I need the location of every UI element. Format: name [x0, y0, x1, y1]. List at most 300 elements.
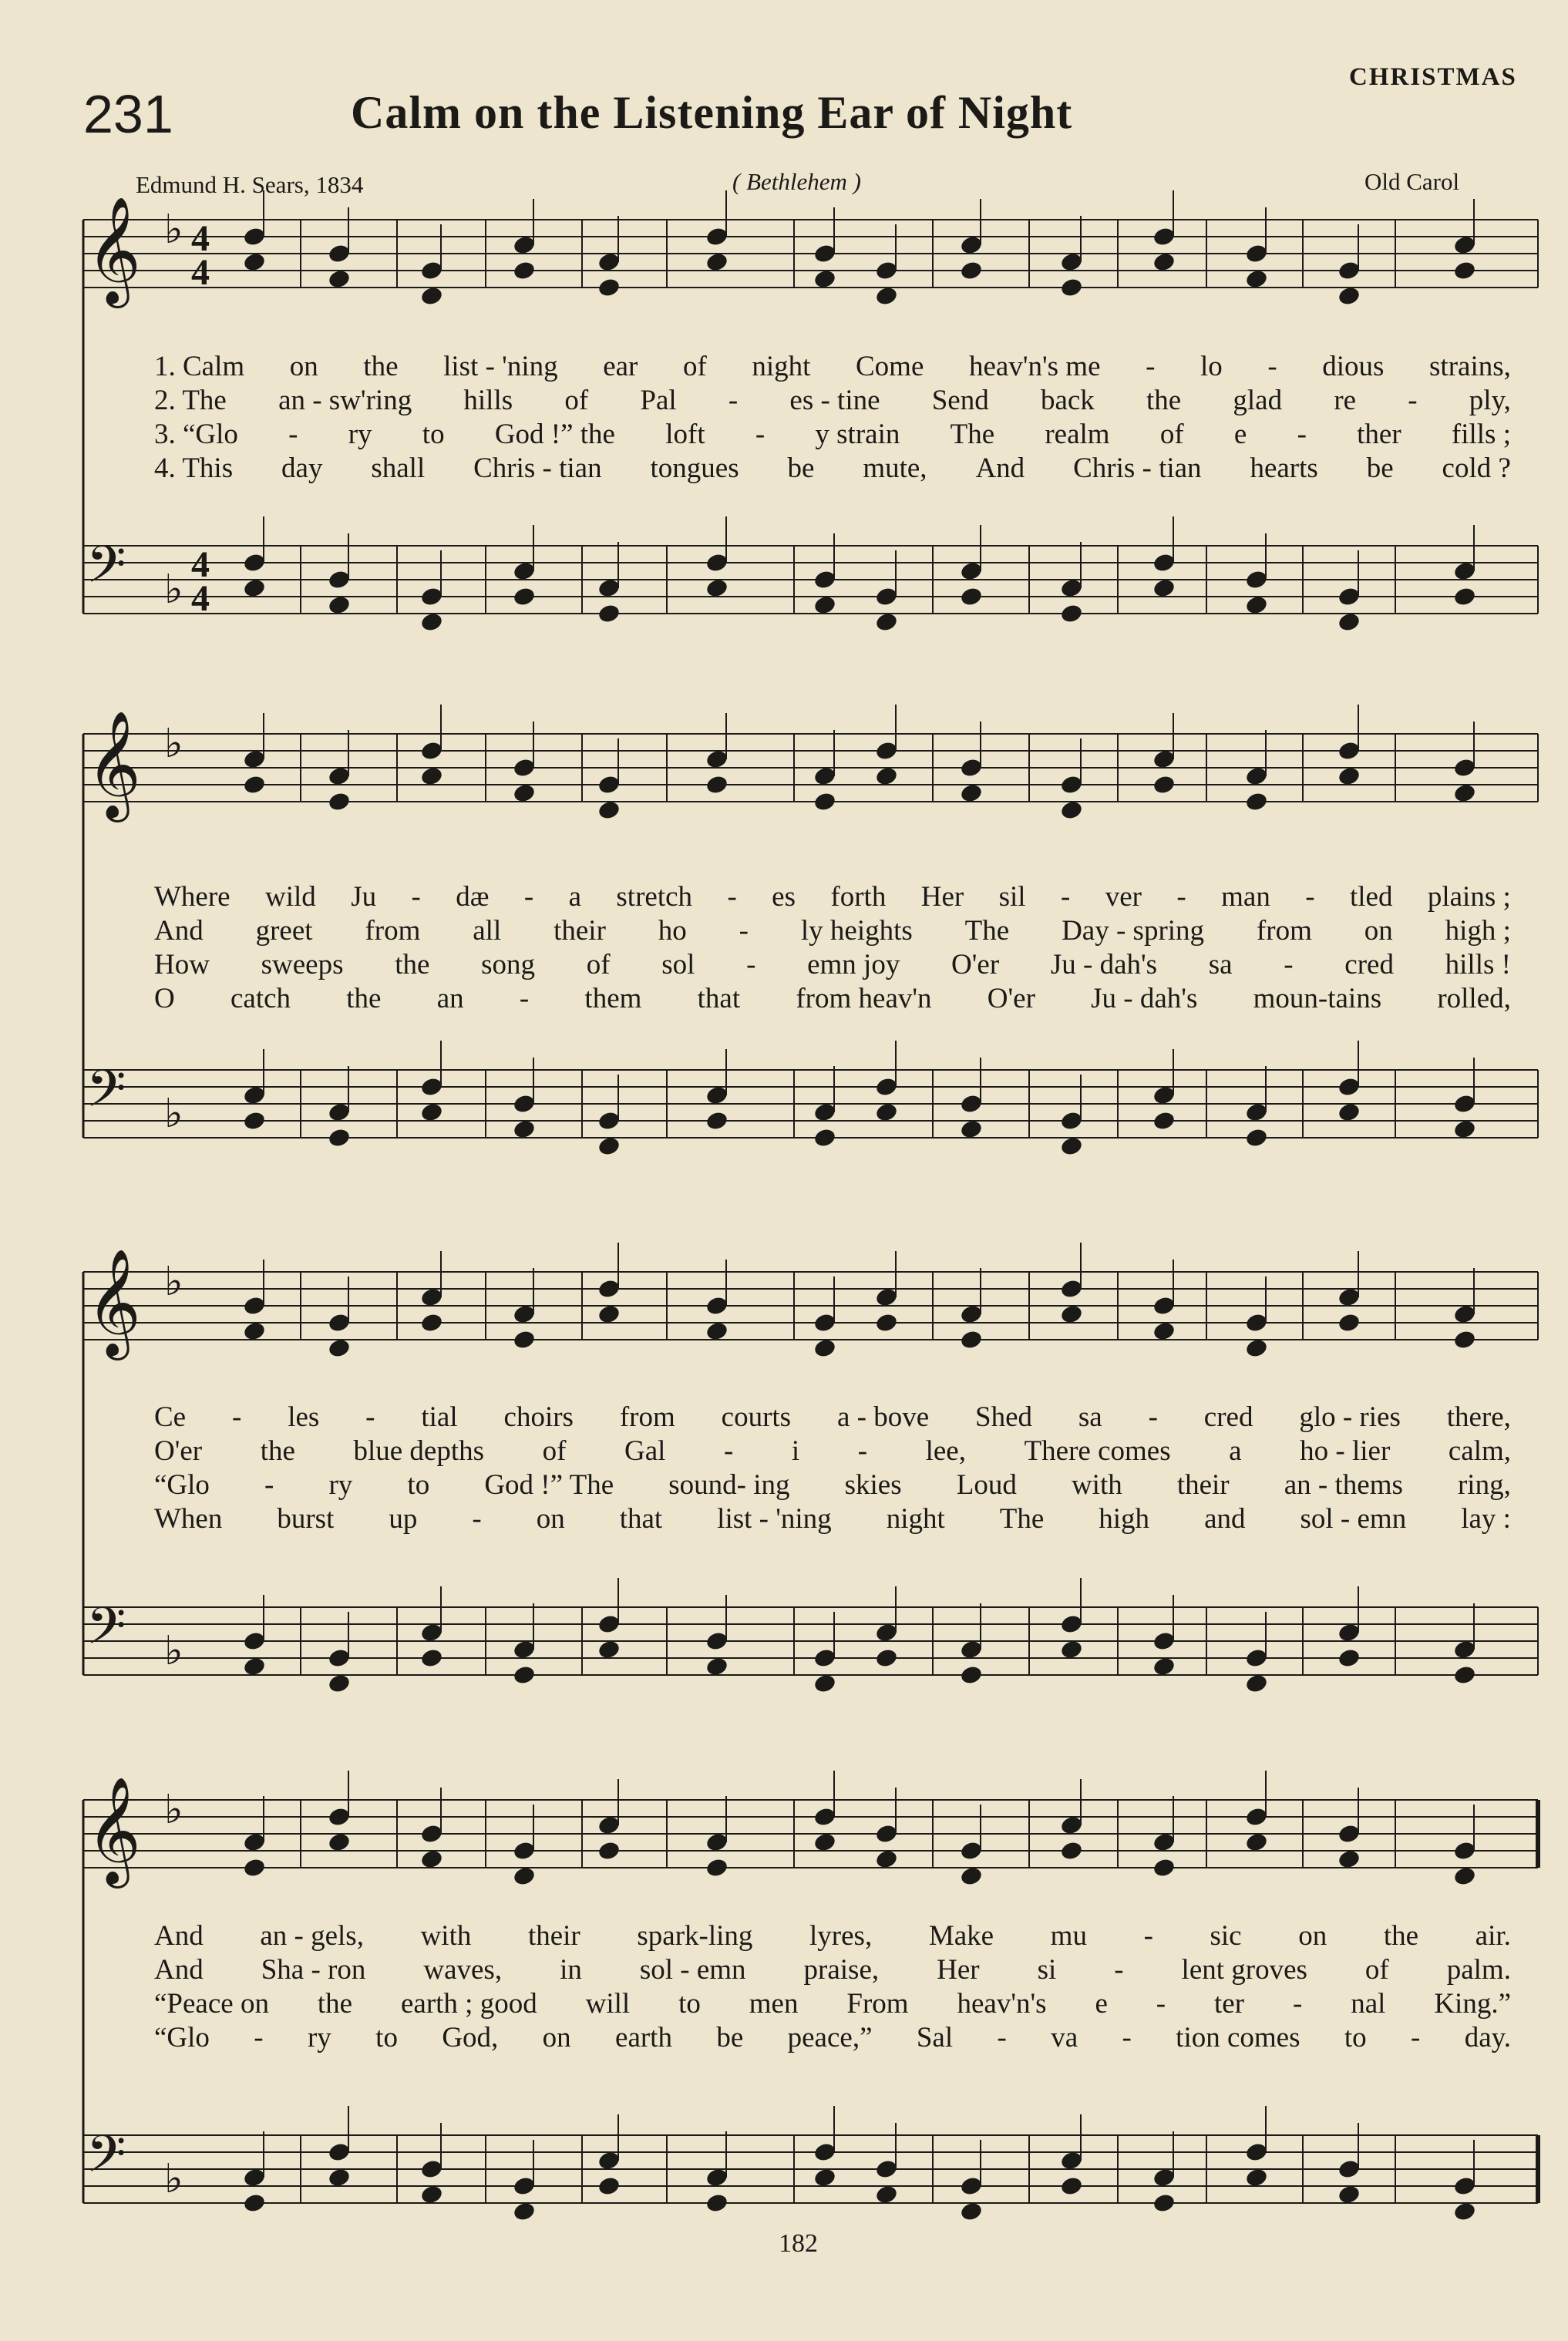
lyric-syllable: the	[1383, 1920, 1419, 1952]
lyric-syllable: lay :	[1461, 1503, 1511, 1535]
note-head	[242, 1831, 266, 1853]
lyric-syllable: of	[1159, 419, 1184, 450]
lyric-syllable: And	[154, 1920, 204, 1952]
lyric-syllable: greet	[255, 915, 313, 947]
lyric-syllable: Ju - dah's	[1050, 949, 1158, 980]
lyric-syllable: there,	[1446, 1401, 1511, 1433]
lyric-syllable: -	[727, 881, 737, 913]
lyric-syllable: ho - lier	[1300, 1435, 1391, 1467]
note-head	[1452, 2201, 1476, 2222]
lyric-syllable: glo - ries	[1299, 1401, 1401, 1433]
lyric-syllable: tion comes	[1176, 2022, 1300, 2053]
lyric-syllable: from heav'n	[796, 983, 932, 1014]
lyric-syllable: ter	[1214, 1988, 1245, 2020]
lyric-syllable: -	[1122, 2022, 1132, 2053]
lyric-syllable: Sha - ron	[261, 1954, 366, 1986]
lyric-syllable: cold ?	[1442, 452, 1511, 484]
lyric-syllable: -	[997, 2022, 1007, 2053]
lyric-syllable: 4. This	[154, 452, 234, 484]
lyric-syllable: -	[519, 983, 530, 1014]
note-head	[512, 2175, 536, 2197]
note-head	[242, 2192, 266, 2214]
lyric-syllable: les	[288, 1401, 320, 1433]
bass-clef-icon: 𝄢	[86, 1596, 126, 1668]
note-head	[1244, 2167, 1268, 2188]
note-head	[1152, 2167, 1176, 2188]
lyric-syllable: Ce	[154, 1401, 187, 1433]
verse-3-lyric-line	[154, 1987, 1511, 2021]
lyric-syllable: -	[746, 949, 756, 980]
note-head	[1059, 1840, 1083, 1862]
lyric-syllable: on	[542, 2022, 571, 2053]
lyric-syllable: -	[472, 1503, 482, 1535]
treble-clef-icon: 𝄞	[86, 197, 141, 304]
lyric-syllable: them	[584, 983, 642, 1014]
lyric-syllable: ho	[658, 915, 687, 947]
lyric-syllable: O'er	[154, 1435, 203, 1467]
lyric-syllable: of	[586, 949, 611, 980]
note-head	[1244, 1831, 1268, 1853]
lyric-syllable: of	[1364, 1954, 1389, 1986]
lyric-syllable: es	[772, 881, 796, 913]
note-head	[1059, 2175, 1083, 2197]
lyric-syllable: and	[1204, 1503, 1246, 1535]
lyric-syllable: calm,	[1448, 1435, 1511, 1467]
lyric-syllable: strains,	[1429, 351, 1511, 382]
lyric-syllable: ry	[328, 1469, 353, 1501]
bass-staff	[83, 2106, 1538, 2222]
lyric-syllable: the	[395, 949, 430, 980]
lyric-syllable: -	[1284, 949, 1294, 980]
lyric-syllable: to	[375, 2022, 398, 2053]
lyric-syllable: moun-tains	[1253, 983, 1382, 1014]
lyric-syllable: Chris - tian	[1073, 452, 1202, 484]
lyric-syllable: -	[1292, 1988, 1303, 2020]
lyric-syllable: The	[964, 915, 1010, 947]
lyric-syllable: -	[739, 915, 749, 947]
lyric-syllable: Her	[920, 881, 964, 913]
lyric-syllable: all	[473, 915, 502, 947]
note-head	[1452, 1865, 1476, 1887]
lyric-syllable: peace,”	[787, 2022, 873, 2053]
lyric-syllable: realm	[1045, 419, 1110, 450]
lyric-syllable: an - sw'ring	[278, 385, 412, 416]
lyric-syllable: -	[264, 1469, 274, 1501]
tune-name: ( Bethlehem )	[732, 168, 861, 195]
lyric-syllable: plains ;	[1427, 881, 1511, 913]
lyric-syllable: -	[254, 2022, 264, 2053]
lyric-syllable: the	[346, 983, 382, 1014]
lyric-syllable: sweeps	[261, 949, 344, 980]
lyric-syllable: from	[1256, 915, 1312, 947]
note-head	[327, 1806, 351, 1828]
lyric-syllable: forth	[830, 881, 887, 913]
lyric-syllable: e	[1233, 419, 1247, 450]
lyric-syllable: will	[585, 1988, 631, 2020]
note-head	[813, 2141, 836, 2163]
lyric-syllable: mu	[1050, 1920, 1087, 1952]
lyric-syllable: rolled,	[1437, 983, 1511, 1014]
note-head	[327, 2141, 351, 2163]
lyric-syllable: ver	[1105, 881, 1142, 913]
lyric-syllable: hearts	[1250, 452, 1318, 484]
lyric-syllable: When	[154, 1503, 223, 1535]
lyric-syllable: -	[723, 1435, 734, 1467]
lyric-syllable: an	[436, 983, 464, 1014]
lyric-syllable: -	[1061, 881, 1071, 913]
note-head	[512, 1865, 536, 1887]
lyric-syllable: O'er	[951, 949, 1000, 980]
lyric-syllable: heav'n's	[957, 1988, 1047, 2020]
lyric-syllable: back	[1040, 385, 1095, 416]
lyric-syllable: Come	[856, 351, 924, 382]
note-head	[813, 2167, 836, 2188]
lyric-syllable: stretch	[616, 881, 693, 913]
lyric-syllable: night	[752, 351, 811, 382]
lyric-syllable: ther	[1357, 419, 1401, 450]
note-head	[1152, 1857, 1176, 1879]
lyric-syllable: man	[1221, 881, 1270, 913]
note-head	[597, 1840, 621, 1862]
lyric-syllable: to	[1344, 2022, 1367, 2053]
lyric-syllable: a	[1229, 1435, 1242, 1467]
page-number: 182	[779, 2229, 818, 2258]
lyric-syllable: sic	[1210, 1920, 1242, 1952]
bass-clef-icon: 𝄢	[86, 1059, 126, 1131]
treble-clef-icon: 𝄞	[86, 711, 141, 818]
lyric-syllable: praise,	[803, 1954, 880, 1986]
lyric-syllable: day.	[1464, 2022, 1511, 2053]
lyric-syllable: be	[1366, 452, 1394, 484]
lyric-syllable: God !” The	[484, 1469, 614, 1501]
note-head	[419, 1848, 443, 1870]
lyric-syllable: sol - emn	[1300, 1503, 1407, 1535]
author-credit: Edmund H. Sears, 1834	[136, 171, 364, 198]
lyric-syllable: “Peace on	[154, 1988, 269, 2020]
lyric-syllable: spark-ling	[637, 1920, 753, 1952]
lyric-syllable: heav'n's me	[968, 351, 1101, 382]
note-head	[1059, 1815, 1083, 1836]
lyric-syllable: courts	[721, 1401, 792, 1433]
note-head	[512, 1840, 536, 1862]
lyric-syllable: cred	[1203, 1401, 1253, 1433]
flat-icon: ♭	[164, 1628, 183, 1674]
lyric-syllable: Gal	[624, 1435, 666, 1467]
lyric-syllable: -	[1305, 881, 1315, 913]
lyric-syllable: lyres,	[809, 1920, 873, 1952]
lyric-syllable: “Glo	[154, 2022, 210, 2053]
note-head	[1337, 2184, 1361, 2205]
lyric-syllable: O'er	[987, 983, 1035, 1014]
lyric-syllable: Send	[931, 385, 989, 416]
note-head	[597, 2150, 621, 2171]
bass-clef-icon: 𝄢	[86, 535, 126, 607]
lyric-syllable: y strain	[815, 419, 900, 450]
lyric-syllable: -	[1146, 351, 1156, 382]
lyric-syllable: earth ; good	[400, 1988, 537, 2020]
note-head	[597, 1815, 621, 1836]
lyric-syllable: How	[154, 949, 210, 980]
lyric-syllable: men	[749, 1988, 799, 2020]
flat-icon: ♭	[164, 2156, 183, 2202]
note-head	[1059, 2150, 1083, 2171]
lyric-syllable: va	[1051, 2022, 1078, 2053]
lyric-syllable: high ;	[1445, 915, 1511, 947]
lyric-syllable: sol	[661, 949, 695, 980]
lyric-syllable: the	[317, 1988, 353, 2020]
lyric-syllable: choirs	[503, 1401, 574, 1433]
lyric-syllable: the	[1146, 385, 1182, 416]
lyric-syllable: i	[791, 1435, 800, 1467]
lyric-syllable: their	[1176, 1469, 1230, 1501]
lyric-syllable: Sal	[916, 2022, 954, 2053]
lyric-syllable: with	[1071, 1469, 1122, 1501]
flat-icon: ♭	[164, 207, 183, 253]
lyric-syllable: Ju - dah's	[1091, 983, 1198, 1014]
lyric-syllable: list - 'ning	[443, 351, 558, 382]
lyric-syllable: from	[619, 1401, 675, 1433]
lyric-syllable: “Glo	[154, 1469, 210, 1501]
lyric-syllable: ry	[348, 419, 372, 450]
note-head	[419, 1823, 443, 1845]
lyric-syllable: shall	[371, 452, 426, 484]
time-signature: 4	[191, 578, 210, 619]
treble-clef-icon: 𝄞	[86, 1249, 141, 1356]
lyric-syllable: wild	[265, 881, 316, 913]
bass-clef-icon: 𝄢	[86, 2124, 126, 2196]
lyric-syllable: ply,	[1469, 385, 1511, 416]
note-head	[874, 1823, 898, 1845]
lyric-syllable: ring,	[1457, 1469, 1511, 1501]
lyric-syllable: of	[542, 1435, 567, 1467]
note-head	[874, 1848, 898, 1870]
lyric-syllable: ry	[307, 2022, 331, 2053]
treble-clef-icon: 𝄞	[86, 1777, 141, 1884]
lyric-syllable: And	[154, 915, 204, 947]
lyric-syllable: of	[564, 385, 589, 416]
lyric-syllable: From	[846, 1988, 909, 2020]
lyric-syllable: Shed	[975, 1401, 1032, 1433]
lyric-syllable: nal	[1351, 1988, 1386, 2020]
lyric-syllable: -	[1176, 881, 1186, 913]
lyric-syllable: glad	[1233, 385, 1283, 416]
lyric-syllable: the	[260, 1435, 295, 1467]
lyric-syllable: Day - spring	[1062, 915, 1205, 947]
lyric-syllable: sound- ing	[668, 1469, 790, 1501]
lyric-syllable: hills	[463, 385, 513, 416]
lyric-syllable: list - 'ning	[717, 1503, 832, 1535]
lyric-syllable: -	[755, 419, 765, 450]
lyric-syllable: their	[554, 915, 606, 947]
lyric-syllable: -	[365, 1401, 375, 1433]
verse-1-lyric-line	[154, 1919, 1511, 1953]
lyric-syllable: with	[420, 1920, 472, 1952]
lyric-syllable: night	[886, 1503, 945, 1535]
time-signature: 4	[191, 218, 210, 259]
lyric-syllable: to	[678, 1988, 701, 2020]
note-head	[874, 2184, 898, 2205]
lyric-syllable: hills !	[1445, 949, 1511, 980]
lyric-syllable: Where	[154, 881, 230, 913]
note-head	[705, 1831, 728, 1853]
lyric-syllable: song	[481, 949, 535, 980]
note-head	[1452, 1840, 1476, 1862]
lyric-syllable: -	[1408, 385, 1418, 416]
lyric-syllable: tial	[421, 1401, 458, 1433]
lyric-syllable: -	[1411, 2022, 1421, 2053]
lyric-syllable: The	[950, 419, 995, 450]
note-head	[1452, 2175, 1476, 2197]
lyric-syllable: God !” the	[494, 419, 615, 450]
flat-icon: ♭	[164, 721, 183, 767]
lyric-syllable: -	[857, 1435, 868, 1467]
lyric-syllable: Ju	[351, 881, 377, 913]
flat-icon: ♭	[164, 567, 183, 613]
section-label: CHRISTMAS	[1349, 63, 1517, 91]
verse-2-lyric-line	[154, 1953, 1511, 1987]
time-signature: 4	[191, 252, 210, 293]
lyric-syllable: sa	[1078, 1401, 1102, 1433]
lyric-syllable: earth	[615, 2022, 672, 2053]
lyric-syllable: to	[407, 1469, 430, 1501]
lyric-syllable: waves,	[423, 1954, 503, 1986]
note-head	[705, 1857, 728, 1879]
note-head	[705, 2192, 728, 2214]
lyric-syllable: -	[1143, 1920, 1153, 1952]
time-signature: 4	[191, 544, 210, 585]
lyric-syllable: The	[999, 1503, 1045, 1535]
lyric-syllable: sa	[1208, 949, 1233, 980]
lyric-syllable: day	[281, 452, 323, 484]
lyric-syllable: on	[1364, 915, 1393, 947]
lyric-syllable: on	[536, 1503, 565, 1535]
lyric-syllable: high	[1099, 1503, 1150, 1535]
note-head	[1337, 1848, 1361, 1870]
lyric-syllable: Chris - tian	[473, 452, 602, 484]
lyric-syllable: to	[422, 419, 445, 450]
music-source: Old Carol	[1364, 168, 1460, 195]
hymn-title: Calm on the Listening Ear of Night	[351, 87, 1073, 138]
lyric-syllable: cred	[1344, 949, 1394, 980]
note-head	[419, 2158, 443, 2180]
note-head	[959, 1840, 983, 1862]
lyric-syllable: -	[1148, 1401, 1158, 1433]
verse-4-lyric-line	[154, 2021, 1511, 2055]
lyric-syllable: Loud	[956, 1469, 1017, 1501]
lyric-syllable: e	[1095, 1988, 1108, 2020]
flat-icon: ♭	[164, 1787, 183, 1833]
lyric-syllable: 3. “Glo	[154, 419, 238, 450]
lyric-syllable: lee,	[925, 1435, 966, 1467]
lyric-syllable: -	[288, 419, 298, 450]
lyric-syllable: Pal	[640, 385, 677, 416]
lyric-syllable: that	[697, 983, 741, 1014]
lyric-syllable: on	[1298, 1920, 1327, 1952]
note-head	[1152, 2192, 1176, 2214]
lyric-syllable: -	[231, 1401, 242, 1433]
lyric-syllable: 2. The	[154, 385, 227, 416]
flat-icon: ♭	[164, 1259, 183, 1305]
note-head	[705, 2167, 728, 2188]
note-head	[1152, 1831, 1176, 1853]
lyric-syllable: of	[682, 351, 707, 382]
lyric-syllable: -	[1297, 419, 1307, 450]
note-head	[959, 2201, 983, 2222]
lyric-syllable: si	[1037, 1954, 1057, 1986]
note-head	[1244, 1806, 1268, 1828]
lyric-syllable: And	[975, 452, 1025, 484]
note-head	[813, 1831, 836, 1853]
note-head	[1244, 2141, 1268, 2163]
lyric-syllable: dæ	[456, 881, 490, 913]
note-head	[959, 2175, 983, 2197]
lyric-syllable: -	[411, 881, 421, 913]
lyric-syllable: God,	[442, 2022, 499, 2053]
lyric-syllable: loft	[665, 419, 705, 450]
lyric-syllable: lo	[1200, 351, 1223, 382]
lyric-syllable: -	[523, 881, 534, 913]
lyric-syllable: skies	[844, 1469, 902, 1501]
lyric-syllable: air.	[1475, 1920, 1511, 1952]
note-head	[419, 2184, 443, 2205]
note-head	[874, 2158, 898, 2180]
lyric-syllable: es - tine	[789, 385, 880, 416]
lyric-syllable: O	[154, 983, 175, 1014]
lyric-syllable: sil	[998, 881, 1026, 913]
lyric-syllable: a - bove	[836, 1401, 930, 1433]
note-head	[512, 2201, 536, 2222]
note-head	[959, 1865, 983, 1887]
lyric-syllable: the	[363, 351, 399, 382]
lyric-syllable: -	[728, 385, 739, 416]
lyric-syllable: And	[154, 1954, 204, 1986]
lyric-syllable: in	[560, 1954, 582, 1986]
hymn-number: 231	[83, 84, 173, 144]
lyric-syllable: blue depths	[353, 1435, 485, 1467]
lyric-syllable: re	[1334, 385, 1357, 416]
note-head	[1337, 1823, 1361, 1845]
note-head	[327, 1831, 351, 1853]
lyric-syllable: tled	[1349, 881, 1393, 913]
note-head	[813, 1806, 836, 1828]
lyric-syllable: a	[568, 881, 581, 913]
lyric-syllable: burst	[277, 1503, 335, 1535]
treble-staff	[83, 1771, 1538, 1889]
lyric-syllable: catch	[230, 983, 291, 1014]
lyric-syllable: sol - emn	[639, 1954, 746, 1986]
lyric-syllable: that	[619, 1503, 663, 1535]
lyric-syllable: King.”	[1434, 1988, 1511, 2020]
lyric-syllable: emn joy	[807, 949, 900, 980]
note-head	[242, 1857, 266, 1879]
lyric-syllable: -	[1114, 1954, 1124, 1986]
lyric-syllable: on	[289, 351, 318, 382]
note-head	[1337, 2158, 1361, 2180]
lyric-syllable: -	[1156, 1988, 1166, 2020]
lyric-syllable: -	[1267, 351, 1277, 382]
flat-icon: ♭	[164, 1091, 183, 1137]
lyric-syllable: their	[527, 1920, 580, 1952]
lyric-syllable: palm.	[1446, 1954, 1511, 1986]
lyric-syllable: mute,	[863, 452, 927, 484]
lyric-syllable: up	[389, 1503, 418, 1535]
lyric-syllable: fills ;	[1451, 419, 1511, 450]
lyric-syllable: be	[716, 2022, 744, 2053]
lyric-syllable: ear	[603, 351, 638, 382]
note-head	[242, 2167, 266, 2188]
lyric-syllable: Her	[937, 1954, 980, 1986]
lyric-syllable: There comes	[1024, 1435, 1171, 1467]
